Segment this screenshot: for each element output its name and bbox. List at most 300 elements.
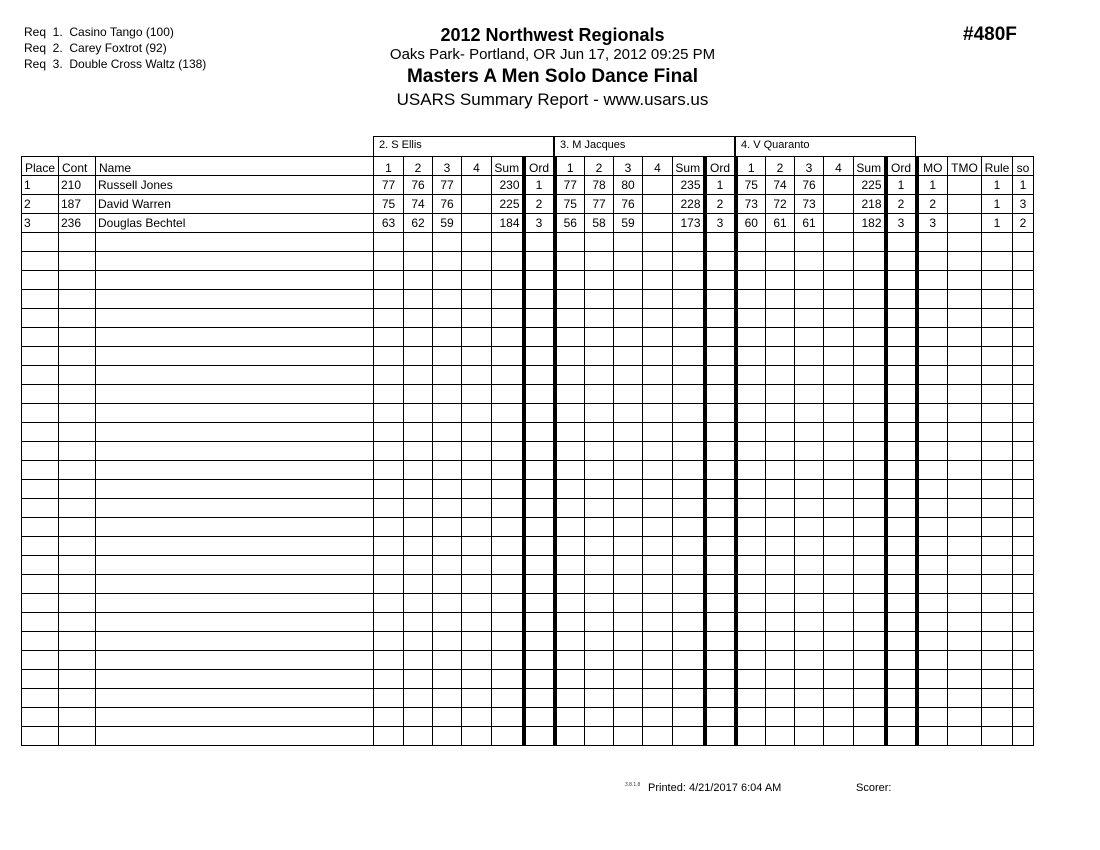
empty-cell: [492, 309, 524, 328]
empty-cell: [555, 347, 585, 366]
empty-cell: [736, 518, 766, 537]
empty-cell: [766, 499, 795, 518]
empty-cell: [433, 423, 462, 442]
empty-cell: [982, 347, 1013, 366]
col-j1-ord: Ord: [524, 157, 555, 176]
empty-cell: [854, 404, 886, 423]
requirement-1: Req 1. Casino Tango (100): [24, 25, 174, 39]
empty-cell: [854, 537, 886, 556]
score-cell: 61: [795, 214, 824, 233]
empty-cell: [766, 594, 795, 613]
empty-cell: [982, 537, 1013, 556]
empty-cell: [795, 385, 824, 404]
empty-cell: [524, 404, 555, 423]
empty-cell: [854, 309, 886, 328]
empty-cell: [917, 252, 948, 271]
empty-cell: [433, 708, 462, 727]
empty-cell: [948, 670, 982, 689]
empty-cell: [1013, 442, 1034, 461]
empty-cell: [555, 328, 585, 347]
empty-cell: [917, 461, 948, 480]
empty-cell: [524, 233, 555, 252]
empty-cell: [886, 290, 917, 309]
col-j3-1: 1: [736, 157, 766, 176]
score-cell: [643, 176, 673, 195]
empty-cell: [96, 233, 374, 252]
empty-cell: [404, 461, 433, 480]
empty-cell: [1013, 537, 1034, 556]
empty-cell: [555, 271, 585, 290]
col-j1-3: 3: [433, 157, 462, 176]
empty-cell: [824, 613, 854, 632]
empty-cell: [854, 651, 886, 670]
empty-cell: [404, 233, 433, 252]
score-cell: 74: [404, 195, 433, 214]
empty-cell: [1013, 632, 1034, 651]
empty-cell: [96, 461, 374, 480]
score-cell: 75: [736, 176, 766, 195]
tmo-cell: [948, 176, 982, 195]
empty-cell: [795, 689, 824, 708]
empty-cell: [948, 480, 982, 499]
empty-cell: [492, 385, 524, 404]
empty-cell: [854, 499, 886, 518]
empty-cell: [22, 385, 59, 404]
empty-cell: [374, 404, 404, 423]
empty-row: [22, 271, 1034, 290]
empty-cell: [96, 575, 374, 594]
empty-cell: [59, 328, 96, 347]
empty-cell: [22, 708, 59, 727]
empty-cell: [524, 366, 555, 385]
empty-cell: [374, 651, 404, 670]
empty-cell: [433, 499, 462, 518]
cont-cell: 210: [59, 176, 96, 195]
empty-cell: [492, 613, 524, 632]
empty-cell: [917, 423, 948, 442]
col-j2-4: 4: [643, 157, 673, 176]
empty-cell: [643, 651, 673, 670]
empty-cell: [462, 651, 492, 670]
empty-cell: [614, 689, 643, 708]
empty-cell: [917, 708, 948, 727]
empty-cell: [433, 385, 462, 404]
empty-cell: [886, 480, 917, 499]
empty-cell: [766, 575, 795, 594]
empty-cell: [795, 499, 824, 518]
empty-cell: [766, 233, 795, 252]
empty-cell: [766, 404, 795, 423]
empty-row: [22, 252, 1034, 271]
empty-cell: [982, 670, 1013, 689]
empty-cell: [59, 594, 96, 613]
empty-cell: [96, 537, 374, 556]
empty-cell: [917, 575, 948, 594]
empty-cell: [982, 632, 1013, 651]
empty-cell: [795, 442, 824, 461]
empty-cell: [824, 271, 854, 290]
empty-cell: [673, 461, 705, 480]
empty-cell: [1013, 290, 1034, 309]
empty-cell: [22, 233, 59, 252]
empty-cell: [492, 347, 524, 366]
empty-cell: [96, 385, 374, 404]
empty-cell: [96, 632, 374, 651]
score-cell: 61: [766, 214, 795, 233]
score-cell: 60: [736, 214, 766, 233]
empty-cell: [854, 613, 886, 632]
empty-cell: [433, 537, 462, 556]
score-cell: 73: [736, 195, 766, 214]
empty-cell: [96, 613, 374, 632]
empty-cell: [585, 385, 614, 404]
empty-cell: [433, 594, 462, 613]
empty-cell: [585, 404, 614, 423]
empty-cell: [766, 366, 795, 385]
mo-cell: 1: [917, 176, 948, 195]
empty-cell: [795, 632, 824, 651]
empty-cell: [404, 404, 433, 423]
col-place: Place: [22, 157, 59, 176]
empty-cell: [404, 727, 433, 746]
empty-cell: [736, 233, 766, 252]
empty-cell: [736, 309, 766, 328]
empty-cell: [982, 708, 1013, 727]
empty-cell: [736, 537, 766, 556]
empty-cell: [795, 233, 824, 252]
empty-cell: [22, 556, 59, 575]
empty-cell: [673, 252, 705, 271]
empty-cell: [614, 594, 643, 613]
score-cell: 77: [555, 176, 585, 195]
empty-cell: [643, 632, 673, 651]
empty-cell: [462, 271, 492, 290]
empty-cell: [673, 651, 705, 670]
empty-cell: [854, 442, 886, 461]
sum-cell: 235: [673, 176, 705, 195]
empty-cell: [886, 689, 917, 708]
empty-row: [22, 233, 1034, 252]
empty-cell: [705, 651, 736, 670]
empty-cell: [1013, 480, 1034, 499]
empty-cell: [22, 727, 59, 746]
empty-cell: [374, 594, 404, 613]
empty-cell: [886, 651, 917, 670]
empty-cell: [433, 366, 462, 385]
empty-cell: [948, 727, 982, 746]
empty-cell: [736, 613, 766, 632]
empty-cell: [948, 651, 982, 670]
empty-cell: [854, 556, 886, 575]
empty-cell: [555, 537, 585, 556]
empty-cell: [948, 366, 982, 385]
empty-cell: [22, 537, 59, 556]
empty-cell: [948, 461, 982, 480]
empty-cell: [824, 594, 854, 613]
empty-cell: [555, 499, 585, 518]
empty-cell: [854, 480, 886, 499]
place-cell: 3: [22, 214, 59, 233]
empty-cell: [705, 537, 736, 556]
empty-cell: [524, 556, 555, 575]
empty-cell: [917, 385, 948, 404]
empty-row: [22, 518, 1034, 537]
empty-cell: [404, 290, 433, 309]
empty-cell: [96, 309, 374, 328]
empty-cell: [673, 613, 705, 632]
empty-cell: [795, 556, 824, 575]
empty-cell: [705, 385, 736, 404]
empty-cell: [524, 575, 555, 594]
name-cell: Russell Jones: [96, 176, 374, 195]
empty-cell: [404, 385, 433, 404]
cont-cell: 187: [59, 195, 96, 214]
empty-row: [22, 423, 1034, 442]
empty-cell: [433, 309, 462, 328]
empty-cell: [374, 670, 404, 689]
empty-cell: [766, 708, 795, 727]
empty-cell: [524, 689, 555, 708]
empty-cell: [917, 556, 948, 575]
name-cell: Douglas Bechtel: [96, 214, 374, 233]
empty-cell: [854, 252, 886, 271]
empty-cell: [59, 233, 96, 252]
col-j2-ord: Ord: [705, 157, 736, 176]
empty-cell: [736, 651, 766, 670]
empty-cell: [492, 556, 524, 575]
ord-cell: 2: [705, 195, 736, 214]
empty-cell: [96, 594, 374, 613]
empty-cell: [673, 404, 705, 423]
empty-row: [22, 575, 1034, 594]
empty-cell: [404, 328, 433, 347]
empty-cell: [374, 499, 404, 518]
empty-cell: [1013, 499, 1034, 518]
empty-cell: [766, 271, 795, 290]
empty-cell: [736, 252, 766, 271]
empty-cell: [982, 727, 1013, 746]
empty-row: [22, 290, 1034, 309]
empty-cell: [886, 575, 917, 594]
rule-cell: 1: [982, 176, 1013, 195]
summary-table: [21, 156, 1034, 746]
empty-cell: [982, 290, 1013, 309]
empty-cell: [948, 423, 982, 442]
sum-cell: 173: [673, 214, 705, 233]
empty-cell: [492, 480, 524, 499]
empty-cell: [643, 385, 673, 404]
empty-cell: [374, 613, 404, 632]
empty-cell: [948, 271, 982, 290]
empty-cell: [736, 727, 766, 746]
empty-cell: [555, 727, 585, 746]
empty-cell: [886, 271, 917, 290]
empty-cell: [59, 575, 96, 594]
empty-cell: [673, 366, 705, 385]
empty-cell: [705, 670, 736, 689]
empty-cell: [404, 651, 433, 670]
empty-cell: [736, 347, 766, 366]
empty-cell: [854, 689, 886, 708]
empty-row: [22, 556, 1034, 575]
empty-cell: [585, 252, 614, 271]
empty-cell: [824, 518, 854, 537]
empty-cell: [982, 366, 1013, 385]
empty-cell: [705, 233, 736, 252]
empty-cell: [854, 271, 886, 290]
empty-cell: [433, 480, 462, 499]
empty-cell: [433, 271, 462, 290]
empty-cell: [886, 632, 917, 651]
empty-cell: [982, 499, 1013, 518]
empty-cell: [824, 404, 854, 423]
empty-cell: [824, 442, 854, 461]
empty-cell: [374, 233, 404, 252]
empty-cell: [404, 347, 433, 366]
score-cell: 59: [614, 214, 643, 233]
empty-cell: [795, 480, 824, 499]
empty-cell: [824, 480, 854, 499]
empty-cell: [492, 461, 524, 480]
empty-cell: [614, 328, 643, 347]
so-cell: 1: [1013, 176, 1034, 195]
empty-cell: [614, 575, 643, 594]
col-mo: MO: [917, 157, 948, 176]
empty-cell: [96, 689, 374, 708]
empty-cell: [673, 632, 705, 651]
empty-cell: [614, 499, 643, 518]
empty-cell: [736, 632, 766, 651]
empty-cell: [585, 461, 614, 480]
score-cell: 80: [614, 176, 643, 195]
empty-cell: [705, 271, 736, 290]
empty-cell: [673, 537, 705, 556]
empty-cell: [673, 518, 705, 537]
sum-cell: 182: [854, 214, 886, 233]
empty-cell: [948, 328, 982, 347]
empty-cell: [614, 670, 643, 689]
empty-cell: [766, 518, 795, 537]
empty-row: [22, 328, 1034, 347]
empty-cell: [673, 556, 705, 575]
empty-cell: [917, 632, 948, 651]
empty-cell: [374, 366, 404, 385]
empty-cell: [736, 670, 766, 689]
empty-cell: [917, 366, 948, 385]
empty-cell: [705, 442, 736, 461]
empty-cell: [766, 689, 795, 708]
empty-cell: [462, 518, 492, 537]
name-cell: David Warren: [96, 195, 374, 214]
empty-cell: [1013, 727, 1034, 746]
empty-cell: [404, 442, 433, 461]
empty-cell: [374, 461, 404, 480]
empty-cell: [854, 366, 886, 385]
empty-cell: [982, 518, 1013, 537]
mo-cell: 3: [917, 214, 948, 233]
empty-cell: [96, 366, 374, 385]
empty-cell: [404, 309, 433, 328]
empty-cell: [492, 366, 524, 385]
col-j3-4: 4: [824, 157, 854, 176]
empty-cell: [948, 404, 982, 423]
empty-cell: [614, 480, 643, 499]
empty-cell: [643, 613, 673, 632]
empty-cell: [585, 233, 614, 252]
empty-cell: [585, 708, 614, 727]
empty-cell: [948, 594, 982, 613]
empty-cell: [886, 366, 917, 385]
empty-cell: [766, 670, 795, 689]
score-cell: 75: [374, 195, 404, 214]
empty-cell: [59, 670, 96, 689]
empty-cell: [555, 651, 585, 670]
empty-cell: [886, 461, 917, 480]
score-cell: 76: [433, 195, 462, 214]
empty-cell: [982, 594, 1013, 613]
empty-cell: [766, 309, 795, 328]
empty-cell: [886, 347, 917, 366]
empty-cell: [736, 461, 766, 480]
empty-cell: [555, 689, 585, 708]
empty-cell: [59, 708, 96, 727]
empty-cell: [795, 518, 824, 537]
empty-row: [22, 404, 1034, 423]
sum-cell: 218: [854, 195, 886, 214]
empty-cell: [643, 290, 673, 309]
empty-cell: [766, 632, 795, 651]
empty-cell: [1013, 347, 1034, 366]
empty-cell: [462, 689, 492, 708]
empty-cell: [492, 651, 524, 670]
empty-cell: [673, 727, 705, 746]
empty-cell: [705, 404, 736, 423]
empty-cell: [585, 537, 614, 556]
empty-row: [22, 613, 1034, 632]
empty-cell: [643, 480, 673, 499]
empty-cell: [585, 366, 614, 385]
score-cell: 73: [795, 195, 824, 214]
score-cell: [824, 195, 854, 214]
score-cell: 58: [585, 214, 614, 233]
empty-cell: [555, 556, 585, 575]
tmo-cell: [948, 214, 982, 233]
col-j2-1: 1: [555, 157, 585, 176]
score-cell: 77: [585, 195, 614, 214]
empty-cell: [555, 613, 585, 632]
score-cell: 74: [766, 176, 795, 195]
empty-cell: [524, 385, 555, 404]
empty-cell: [614, 518, 643, 537]
empty-cell: [1013, 689, 1034, 708]
col-j1-1: 1: [374, 157, 404, 176]
empty-cell: [59, 518, 96, 537]
empty-cell: [492, 537, 524, 556]
empty-cell: [374, 271, 404, 290]
empty-row: [22, 442, 1034, 461]
empty-cell: [462, 252, 492, 271]
score-cell: 76: [795, 176, 824, 195]
empty-cell: [705, 461, 736, 480]
empty-cell: [462, 613, 492, 632]
empty-cell: [982, 271, 1013, 290]
empty-cell: [673, 480, 705, 499]
empty-cell: [917, 613, 948, 632]
empty-cell: [59, 385, 96, 404]
empty-cell: [524, 727, 555, 746]
empty-cell: [22, 309, 59, 328]
empty-cell: [614, 404, 643, 423]
